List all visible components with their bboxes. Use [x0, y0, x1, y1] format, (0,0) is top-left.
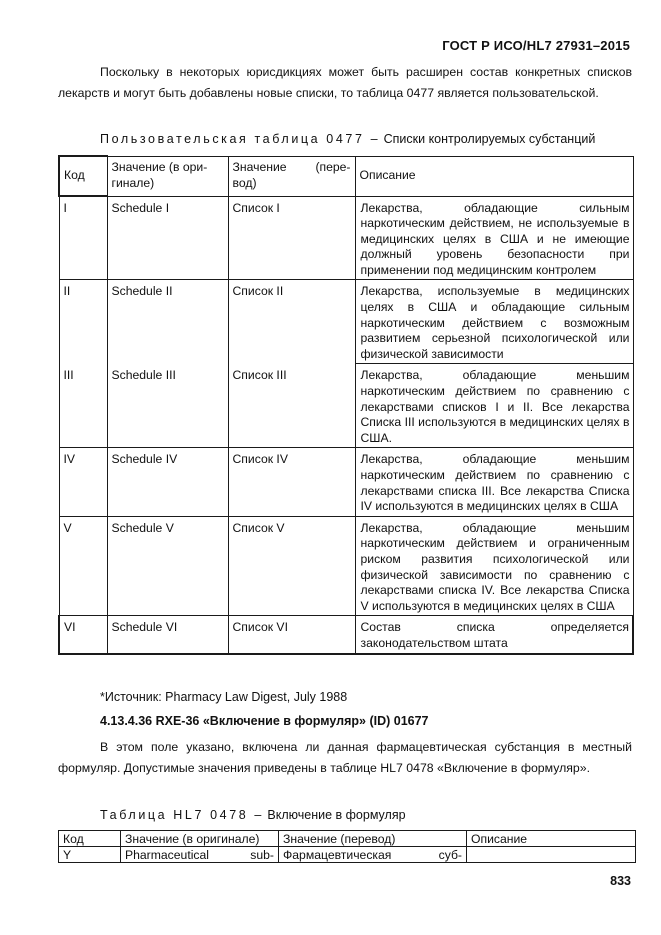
table-row — [59, 196, 633, 280]
header-original: Значение (в оригинале) — [121, 831, 279, 847]
row-description: Лекарства, обладающие меньшим наркотическим действием по сравнению с лекарствами списка III. Все лекарства Списка IV используются в медицинских целях в США — [355, 448, 633, 516]
table-0477-caption — [100, 131, 595, 147]
row-original — [121, 847, 279, 863]
header-translation — [228, 156, 355, 196]
table-0478-header-row — [59, 831, 636, 847]
table-0478-caption-prefix: Таблица HL7 0478 – — [100, 808, 264, 822]
row-translation-part-1: Фармацевтическая — [283, 848, 392, 862]
section-heading — [100, 714, 429, 728]
table-0477 — [58, 155, 634, 655]
table-row — [59, 847, 636, 863]
header-translation-line-1a: Значение — [232, 160, 287, 175]
document-header: ГОСТ Р ИСО/HL7 27931–2015 — [442, 38, 630, 53]
header-translation-line-2: вод) — [232, 176, 257, 190]
row-translation: Список VI — [228, 616, 355, 654]
row-translation: Список III — [228, 364, 355, 448]
row-code: Y — [59, 847, 121, 863]
intro-paragraph-text: Поскольку в некоторых юрисдикциях может быть расширен состав конкретных списков лекарств и могут быть добавлены новые списки, то таблица 0477 является пользовательской. — [58, 65, 632, 100]
row-description: Лекарства, используемые в медицинских целях в США и обладающие сильным наркотическим действием с возможным развитием серьезной психологической или физической зависимости — [355, 280, 633, 364]
table-0477-header-row — [59, 156, 633, 196]
row-code: II — [59, 280, 107, 364]
row-code: I — [59, 196, 107, 280]
row-original: Schedule V — [107, 516, 228, 616]
row-original: Schedule IV — [107, 448, 228, 516]
source-note: *Источник: Pharmacy Law Digest, July 1988 — [100, 690, 348, 704]
section-paragraph-text: В этом поле указано, включена ли данная фармацевтическая субстанция в местный формуляр. Допустимые значения приведены в таблице HL7 0478 «Включение в формуляр». — [58, 740, 632, 775]
row-description: Лекарства, обладающие меньшим наркотическим действием и ограниченным риском развития психологической или физической зависимости по сравнению с лекарствами списка IV. Все лекарства Списка V используются в медицинских целях в США — [355, 516, 633, 616]
header-code: Код — [59, 831, 121, 847]
header-description: Описание — [467, 831, 636, 847]
header-description: Описание — [355, 156, 633, 196]
table-0478-caption-title: Включение в формуляр — [267, 808, 406, 822]
row-original: Schedule I — [107, 196, 228, 280]
header-original-line-2: гинале) — [111, 176, 155, 190]
row-original-part-1: Pharmaceutical — [125, 848, 209, 862]
row-description — [467, 847, 636, 863]
table-0478-caption — [100, 807, 406, 823]
page-number: 833 — [610, 874, 631, 888]
row-translation: Список I — [228, 196, 355, 280]
header-translation: Значение (перевод) — [279, 831, 467, 847]
row-description: Лекарства, обладающие сильным наркотическим действием, не используемые в медицинских целях в США и не имеющие должный уровень безопасности при применении под медицинским контролем — [355, 196, 633, 280]
row-code: V — [59, 516, 107, 616]
table-row — [59, 516, 633, 616]
row-translation: Список V — [228, 516, 355, 616]
table-row — [59, 616, 633, 654]
table-0477-caption-title: Списки контролируемых субстанций — [383, 132, 596, 146]
row-original: Schedule II — [107, 280, 228, 364]
row-translation: Список IV — [228, 448, 355, 516]
table-row — [59, 448, 633, 516]
header-code: Код — [59, 156, 107, 196]
row-description: Лекарства, обладающие меньшим наркотическим действием по сравнению с лекарствами списков I и II. Все лекарства Списка III используются в медицинских целях в США. — [355, 364, 633, 448]
table-row — [59, 364, 633, 448]
table-0478 — [58, 830, 636, 863]
row-code: IV — [59, 448, 107, 516]
row-description: Состав списка определяется законодательством штата — [355, 616, 633, 654]
table-0477-caption-prefix: Пользовательская таблица 0477 – — [100, 132, 381, 146]
row-code: III — [59, 364, 107, 448]
section-heading-text: 4.13.4.36 RXE-36 «Включение в формуляр» (ID) 01677 — [100, 714, 429, 728]
row-original: Schedule VI — [107, 616, 228, 654]
header-original-line-1: Значение (в ори- — [111, 160, 208, 175]
row-translation: Список II — [228, 280, 355, 364]
row-code: VI — [59, 616, 107, 654]
row-translation — [279, 847, 467, 863]
row-original: Schedule III — [107, 364, 228, 448]
row-original-part-2: sub- — [250, 848, 274, 862]
section-paragraph — [58, 737, 632, 779]
header-translation-line-1b: (пере- — [315, 160, 351, 175]
intro-paragraph — [58, 62, 632, 104]
row-translation-part-2: суб- — [438, 848, 462, 862]
header-original — [107, 156, 228, 196]
table-row — [59, 280, 633, 364]
